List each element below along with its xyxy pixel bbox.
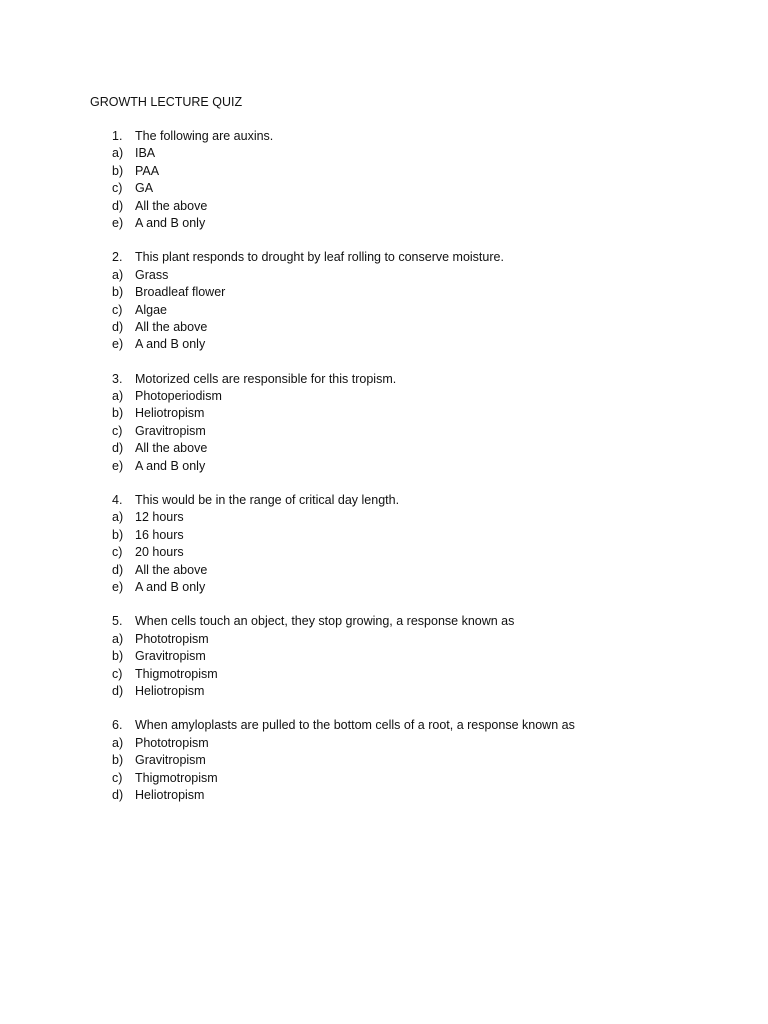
option-text: All the above (135, 319, 208, 334)
option-text: Grass (135, 267, 169, 282)
option-letter: a) (112, 389, 124, 404)
question-line (0, 717, 768, 734)
option-text: All the above (135, 441, 208, 456)
question-item (0, 492, 768, 596)
option-letter: e) (112, 215, 124, 230)
question-line (0, 249, 768, 266)
document-title: GROWTH LECTURE QUIZ (90, 95, 243, 109)
answer-option (0, 405, 768, 422)
answer-option (0, 509, 768, 526)
option-letter: c) (112, 770, 123, 785)
option-text: Heliotropism (135, 787, 205, 802)
answer-option (0, 666, 768, 683)
answer-option (0, 683, 768, 700)
option-text: Phototropism (135, 735, 209, 750)
option-letter: a) (112, 631, 124, 646)
question-line (0, 128, 768, 145)
answer-option (0, 163, 768, 180)
option-text: Thigmotropism (135, 666, 218, 681)
question-number: 1. (112, 129, 123, 143)
answer-option (0, 579, 768, 596)
question-number: 5. (112, 614, 123, 629)
option-letter: d) (112, 441, 124, 456)
answer-option (0, 770, 768, 787)
option-text: Broadleaf flower (135, 285, 226, 300)
answer-option (0, 458, 768, 475)
option-text: PAA (135, 163, 160, 178)
option-letter: c) (112, 181, 123, 196)
question-number: 4. (112, 493, 123, 508)
question-line (0, 371, 768, 388)
answer-option (0, 787, 768, 804)
option-letter: a) (112, 146, 124, 161)
question-item (0, 613, 768, 700)
option-letter: b) (112, 527, 124, 542)
option-letter: d) (112, 683, 124, 698)
option-letter: d) (112, 787, 124, 802)
option-letter: b) (112, 649, 124, 664)
option-text: Algae (135, 302, 167, 317)
option-letter: d) (112, 562, 124, 577)
question-number: 3. (112, 371, 123, 386)
answer-option (0, 336, 768, 353)
answer-option (0, 562, 768, 579)
option-letter: e) (112, 337, 124, 352)
answer-option (0, 284, 768, 301)
option-text: All the above (135, 198, 208, 213)
option-text: 16 hours (135, 527, 184, 542)
answer-option (0, 180, 768, 197)
answer-option (0, 145, 768, 162)
option-letter: a) (112, 735, 124, 750)
question-text: The following are auxins. (135, 129, 274, 143)
question-text: When amyloplasts are pulled to the bottom cells of a root, a response known as (135, 718, 575, 733)
answer-option (0, 527, 768, 544)
option-letter: c) (112, 666, 123, 681)
option-text: Heliotropism (135, 406, 205, 421)
option-text: Photoperiodism (135, 389, 222, 404)
option-text: Gravitropism (135, 649, 206, 664)
answer-option (0, 440, 768, 457)
option-letter: a) (112, 267, 124, 282)
answer-option (0, 735, 768, 752)
question-line (0, 492, 768, 509)
question-item (0, 371, 768, 475)
answer-option (0, 631, 768, 648)
option-text: A and B only (135, 337, 206, 352)
option-text: A and B only (135, 458, 206, 473)
option-text: All the above (135, 562, 208, 577)
option-letter: c) (112, 545, 123, 560)
question-item (0, 717, 768, 804)
answer-option (0, 267, 768, 284)
question-list (0, 128, 768, 821)
option-letter: e) (112, 458, 124, 473)
answer-option (0, 198, 768, 215)
answer-option (0, 752, 768, 769)
option-letter: c) (112, 423, 123, 438)
answer-option (0, 648, 768, 665)
answer-option (0, 544, 768, 561)
option-letter: b) (112, 406, 124, 421)
option-text: Phototropism (135, 631, 209, 646)
option-text: 12 hours (135, 510, 184, 525)
question-item (0, 128, 768, 232)
question-text: When cells touch an object, they stop growing, a response known as (135, 614, 515, 629)
option-text: GA (135, 181, 154, 196)
option-letter: a) (112, 510, 124, 525)
answer-option (0, 388, 768, 405)
question-number: 2. (112, 250, 123, 265)
option-text: Gravitropism (135, 423, 206, 438)
option-text: A and B only (135, 215, 206, 230)
answer-option (0, 319, 768, 336)
question-text: This plant responds to drought by leaf rolling to conserve moisture. (135, 250, 504, 265)
option-letter: b) (112, 285, 124, 300)
answer-option (0, 423, 768, 440)
option-letter: b) (112, 753, 124, 768)
option-letter: e) (112, 579, 124, 594)
option-text: IBA (135, 146, 156, 161)
question-text: This would be in the range of critical day length. (135, 493, 400, 508)
question-text: Motorized cells are responsible for this tropism. (135, 371, 397, 386)
option-letter: c) (112, 302, 123, 317)
question-item (0, 249, 768, 353)
option-letter: b) (112, 163, 124, 178)
option-letter: d) (112, 198, 124, 213)
option-letter: d) (112, 319, 124, 334)
answer-option (0, 302, 768, 319)
option-text: Heliotropism (135, 683, 205, 698)
option-text: Thigmotropism (135, 770, 218, 785)
option-text: 20 hours (135, 545, 184, 560)
option-text: Gravitropism (135, 753, 206, 768)
answer-option (0, 215, 768, 232)
option-text: A and B only (135, 579, 206, 594)
question-line (0, 613, 768, 630)
question-number: 6. (112, 718, 123, 733)
